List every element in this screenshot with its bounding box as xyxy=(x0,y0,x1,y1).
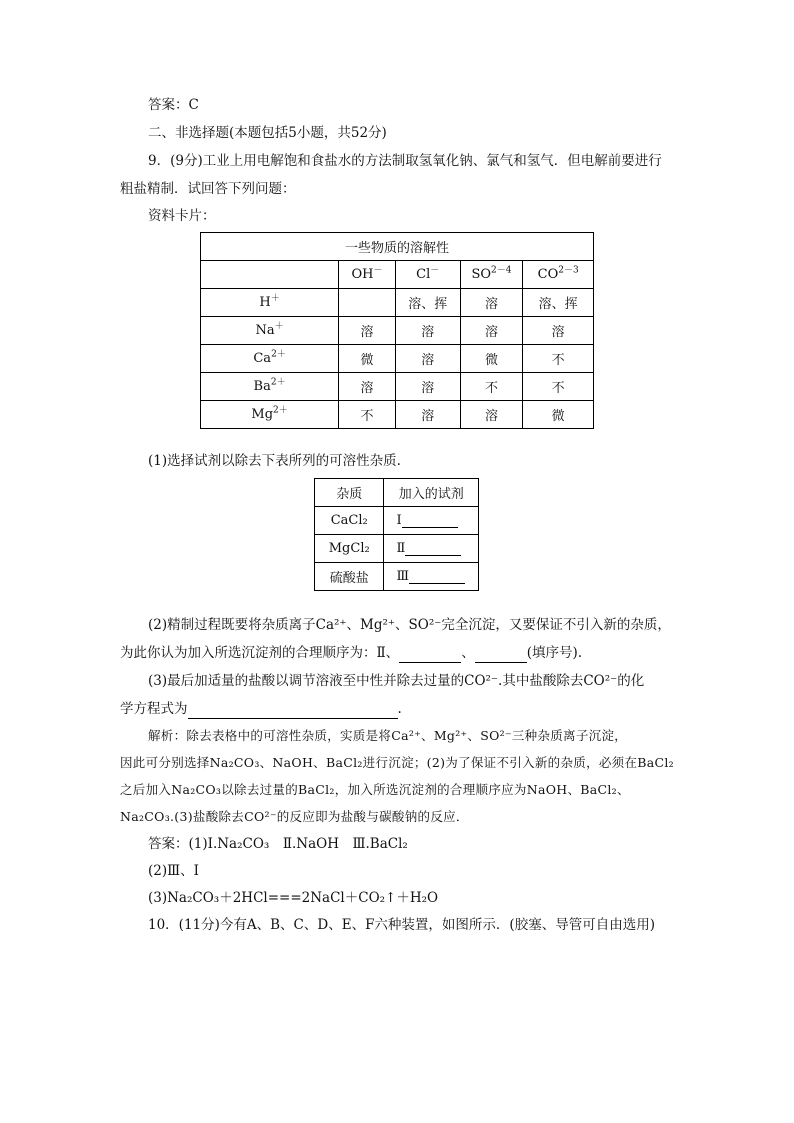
col-header-so4: $SO^{2-4}$ xyxy=(460,261,523,289)
impurity-cell: 硫酸盐 xyxy=(315,563,384,591)
cell: 微 xyxy=(460,345,523,373)
table-row xyxy=(201,317,594,345)
reagent-header-reagent: 加入的试剂 xyxy=(384,479,479,507)
cell: 溶 xyxy=(339,317,396,345)
reagent-table xyxy=(314,478,479,591)
row-ion: $Mg^{2+}$ xyxy=(201,401,339,429)
solubility-corner-cell xyxy=(201,261,339,289)
q9-sub3-line1: (3)最后加适量的盐酸以调节溶液至中性并除去过量的CO²⁻.其中盐酸除去CO²⁻的化 xyxy=(148,673,645,689)
analysis-line2: 因此可分别选择Na₂CO₃、NaOH、BaCl₂进行沉淀；(2)为了保证不引入新的杂质，必须在BaCl₂ xyxy=(120,755,674,770)
answer-8: 答案：C xyxy=(148,97,199,113)
row-ion: $Ca^{2+}$ xyxy=(201,345,339,373)
cell: 溶 xyxy=(460,317,523,345)
col-header-oh: OH－ xyxy=(339,261,396,289)
table-row xyxy=(315,507,479,535)
cell: 溶、挥 xyxy=(523,289,594,317)
cell: 不 xyxy=(460,373,523,401)
row-ion: Na＋ xyxy=(201,317,339,345)
cell: 不 xyxy=(339,401,396,429)
col-header-cl: Cl－ xyxy=(395,261,460,289)
q9-card-label: 资料卡片： xyxy=(148,208,216,224)
cell: 不 xyxy=(523,373,594,401)
answer-9-line1: 答案：(1)Ⅰ.Na₂CO₃ Ⅱ.NaOH Ⅲ.BaCl₂ xyxy=(148,836,408,852)
cell: 不 xyxy=(523,345,594,373)
cell: 溶 xyxy=(460,289,523,317)
reagent-blank-3[interactable] xyxy=(409,569,465,584)
reagent-answer-cell: Ⅰ xyxy=(384,507,479,535)
answer-9-line3: (3)Na₂CO₃＋2HCl===2NaCl＋CO₂↑＋H₂O xyxy=(148,890,439,906)
cell: 溶 xyxy=(395,345,460,373)
reagent-answer-cell: Ⅲ xyxy=(384,563,479,591)
q9-sub1: (1)选择试剂以除去下表所列的可溶性杂质. xyxy=(148,453,401,469)
solubility-table xyxy=(200,232,594,429)
row-ion: $Ba^{2+}$ xyxy=(201,373,339,401)
cell: 微 xyxy=(339,345,396,373)
table-row xyxy=(201,401,594,429)
section-title: 二、非选择题(本题包括5小题，共52分) xyxy=(148,125,387,141)
table-row xyxy=(315,535,479,563)
cell: 溶 xyxy=(395,373,460,401)
q9-line1: 9．(9分)工业上用电解饱和食盐水的方法制取氢氧化钠、氯气和氢气．但电解前要进行 xyxy=(148,153,662,169)
reagent-answer-cell: Ⅱ xyxy=(384,535,479,563)
analysis-line4: Na₂CO₃.(3)盐酸除去CO²⁻的反应即为盐酸与碳酸钠的反应． xyxy=(120,809,469,824)
table-row xyxy=(201,345,594,373)
order-blank-2[interactable] xyxy=(475,648,527,663)
cell: 溶 xyxy=(395,401,460,429)
table-row xyxy=(315,563,479,591)
col-header-co3: $CO^{2-3}$ xyxy=(523,261,594,289)
cell xyxy=(339,289,396,317)
table-row xyxy=(201,373,594,401)
cell: 溶 xyxy=(523,317,594,345)
q9-sub2-line1: (2)精制过程既要将杂质离子Ca²⁺、Mg²⁺、SO²⁻完全沉淀，又要保证不引入新的杂质， xyxy=(148,617,671,633)
table-row xyxy=(201,289,594,317)
q9-line2: 粗盐精制．试回答下列问题： xyxy=(120,181,296,197)
analysis-line1: 解析：除去表格中的可溶性杂质，实质是将Ca²⁺、Mg²⁺、SO²⁻三种杂质离子沉淀， xyxy=(148,728,628,743)
answer-9-line2: (2)Ⅲ、Ⅰ xyxy=(148,863,199,879)
analysis-line3: 之后加入Na₂CO₃以除去过量的BaCl₂，加入所选沉淀剂的合理顺序应为NaOH、BaCl₂、 xyxy=(120,782,630,797)
impurity-cell: MgCl₂ xyxy=(315,535,384,563)
impurity-cell: CaCl₂ xyxy=(315,507,384,535)
cell: 微 xyxy=(523,401,594,429)
equation-blank[interactable] xyxy=(188,704,398,719)
reagent-blank-2[interactable] xyxy=(405,541,461,556)
cell: 溶、挥 xyxy=(395,289,460,317)
order-blank-1[interactable] xyxy=(399,648,461,663)
cell: 溶 xyxy=(339,373,396,401)
solubility-table-title: 一些物质的溶解性 xyxy=(201,233,594,261)
reagent-blank-1[interactable] xyxy=(402,513,458,528)
cell: 溶 xyxy=(395,317,460,345)
q9-sub2-line2: 为此你认为加入所选沉淀剂的合理顺序为：Ⅱ、 、 (填序号). xyxy=(120,645,583,661)
q9-sub3-line2: 学方程式为 . xyxy=(120,701,402,717)
cell: 溶 xyxy=(460,401,523,429)
row-ion: H＋ xyxy=(201,289,339,317)
reagent-header-impurity: 杂质 xyxy=(315,479,384,507)
q10-line1: 10．(11分)今有A、B、C、D、E、F六种装置，如图所示．(胶塞、导管可自由选用) xyxy=(148,917,655,933)
